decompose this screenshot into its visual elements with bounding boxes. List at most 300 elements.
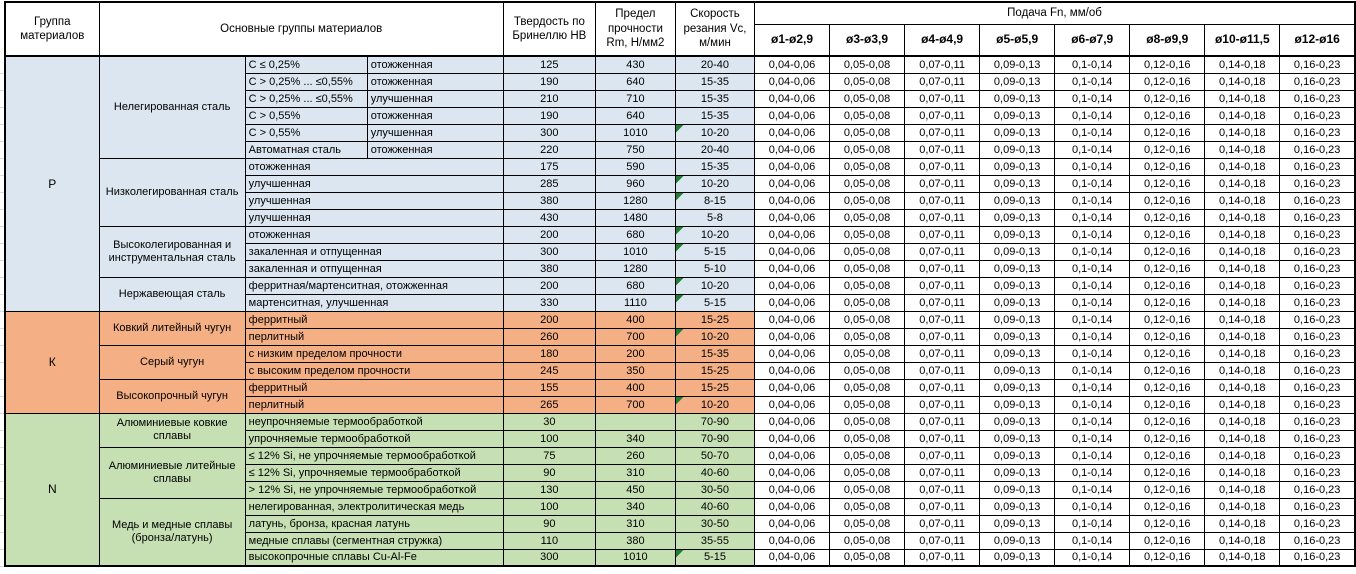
cell-hardness-hb[interactable]: 380 — [503, 192, 595, 209]
cell-feed-range[interactable]: 0,05-0,08 — [830, 396, 905, 413]
cell-hardness-hb[interactable]: 220 — [503, 141, 595, 158]
cell-strength-rm[interactable]: 710 — [595, 90, 675, 107]
header-cutting-speed[interactable]: Скорость резания Vc, м/мин — [675, 2, 754, 56]
cell-feed-range[interactable]: 0,09-0,13 — [980, 158, 1055, 175]
cell-feed-range[interactable]: 0,07-0,11 — [905, 464, 980, 481]
cell-cutting-speed-vc[interactable]: 15-25 — [675, 362, 754, 379]
cell-feed-range[interactable]: 0,16-0,23 — [1280, 379, 1355, 396]
cell-material-detail[interactable]: высокопрочные сплавы Cu-Al-Fe — [245, 549, 503, 566]
cell-feed-range[interactable]: 0,05-0,08 — [830, 498, 905, 515]
cell-hardness-hb[interactable]: 260 — [503, 328, 595, 345]
cell-feed-range[interactable]: 0,1-0,14 — [1055, 345, 1130, 362]
header-diameter-6[interactable]: ø8-ø9,9 — [1130, 24, 1205, 56]
cell-feed-range[interactable]: 0,14-0,18 — [1205, 73, 1280, 90]
header-material-group[interactable]: Группа материалов — [5, 2, 99, 56]
header-tensile-strength[interactable]: Предел прочности Rm, Н/мм2 — [595, 2, 675, 56]
cell-hardness-hb[interactable]: 30 — [503, 413, 595, 430]
cell-feed-range[interactable]: 0,16-0,23 — [1280, 549, 1355, 566]
cell-feed-range[interactable]: 0,1-0,14 — [1055, 362, 1130, 379]
cell-feed-range[interactable]: 0,16-0,23 — [1280, 277, 1355, 294]
cell-feed-range[interactable]: 0,1-0,14 — [1055, 260, 1130, 277]
cell-feed-range[interactable]: 0,09-0,13 — [980, 209, 1055, 226]
cell-feed-range[interactable]: 0,05-0,08 — [830, 328, 905, 345]
cell-feed-range[interactable]: 0,09-0,13 — [980, 549, 1055, 566]
cell-feed-range[interactable]: 0,16-0,23 — [1280, 175, 1355, 192]
cell-feed-range[interactable]: 0,16-0,23 — [1280, 311, 1355, 328]
cell-hardness-hb[interactable]: 110 — [503, 532, 595, 549]
cell-feed-range[interactable]: 0,07-0,11 — [905, 73, 980, 90]
cell-material-detail[interactable]: с высоким пределом прочности — [245, 362, 503, 379]
cell-feed-range[interactable]: 0,07-0,11 — [905, 294, 980, 311]
cell-feed-range[interactable]: 0,12-0,16 — [1130, 430, 1205, 447]
cell-cutting-speed-vc[interactable]: 15-35 — [675, 73, 754, 90]
cell-feed-range[interactable]: 0,12-0,16 — [1130, 362, 1205, 379]
cell-feed-range[interactable]: 0,04-0,06 — [754, 311, 829, 328]
cell-feed-range[interactable]: 0,16-0,23 — [1280, 345, 1355, 362]
cell-composition[interactable]: C > 0,55% — [245, 107, 367, 124]
cell-feed-range[interactable]: 0,07-0,11 — [905, 515, 980, 532]
cell-feed-range[interactable]: 0,14-0,18 — [1205, 379, 1280, 396]
header-diameter-1[interactable]: ø1-ø2,9 — [754, 24, 829, 56]
cell-strength-rm[interactable]: 1010 — [595, 549, 675, 566]
cell-strength-rm[interactable]: 1010 — [595, 243, 675, 260]
cell-feed-range[interactable]: 0,14-0,18 — [1205, 345, 1280, 362]
cell-feed-range[interactable]: 0,16-0,23 — [1280, 396, 1355, 413]
cell-feed-range[interactable]: 0,1-0,14 — [1055, 277, 1130, 294]
cell-feed-range[interactable]: 0,09-0,13 — [980, 243, 1055, 260]
cell-feed-range[interactable]: 0,1-0,14 — [1055, 498, 1130, 515]
cell-feed-range[interactable]: 0,16-0,23 — [1280, 430, 1355, 447]
cell-feed-range[interactable]: 0,12-0,16 — [1130, 124, 1205, 141]
cell-feed-range[interactable]: 0,12-0,16 — [1130, 515, 1205, 532]
cell-strength-rm[interactable]: 340 — [595, 430, 675, 447]
cell-material-detail[interactable]: улучшенная — [245, 192, 503, 209]
cell-feed-range[interactable]: 0,1-0,14 — [1055, 379, 1130, 396]
cell-cutting-speed-vc[interactable]: 10-20 — [675, 328, 754, 345]
cell-feed-range[interactable]: 0,04-0,06 — [754, 192, 829, 209]
cell-cutting-speed-vc[interactable]: 10-20 — [675, 124, 754, 141]
cell-material-family[interactable]: Серый чугун — [99, 345, 245, 379]
cell-hardness-hb[interactable]: 100 — [503, 498, 595, 515]
cell-hardness-hb[interactable]: 245 — [503, 362, 595, 379]
cell-feed-range[interactable]: 0,1-0,14 — [1055, 396, 1130, 413]
cell-feed-range[interactable]: 0,1-0,14 — [1055, 311, 1130, 328]
cell-feed-range[interactable]: 0,16-0,23 — [1280, 362, 1355, 379]
cell-cutting-speed-vc[interactable]: 30-50 — [675, 481, 754, 498]
cell-feed-range[interactable]: 0,16-0,23 — [1280, 107, 1355, 124]
cell-feed-range[interactable]: 0,04-0,06 — [754, 498, 829, 515]
cell-feed-range[interactable]: 0,05-0,08 — [830, 481, 905, 498]
cell-feed-range[interactable]: 0,09-0,13 — [980, 498, 1055, 515]
cell-hardness-hb[interactable]: 380 — [503, 260, 595, 277]
cell-feed-range[interactable]: 0,14-0,18 — [1205, 413, 1280, 430]
cell-feed-range[interactable]: 0,04-0,06 — [754, 362, 829, 379]
cell-feed-range[interactable]: 0,05-0,08 — [830, 73, 905, 90]
cell-strength-rm[interactable]: 700 — [595, 328, 675, 345]
cell-feed-range[interactable]: 0,14-0,18 — [1205, 498, 1280, 515]
cell-feed-range[interactable]: 0,07-0,11 — [905, 549, 980, 566]
cell-strength-rm[interactable]: 700 — [595, 396, 675, 413]
cell-cutting-speed-vc[interactable]: 10-20 — [675, 175, 754, 192]
cell-strength-rm[interactable]: 400 — [595, 311, 675, 328]
cell-feed-range[interactable]: 0,1-0,14 — [1055, 226, 1130, 243]
cell-feed-range[interactable]: 0,1-0,14 — [1055, 141, 1130, 158]
cell-strength-rm[interactable]: 680 — [595, 277, 675, 294]
cell-feed-range[interactable]: 0,12-0,16 — [1130, 175, 1205, 192]
cell-feed-range[interactable]: 0,04-0,06 — [754, 56, 829, 73]
cell-feed-range[interactable]: 0,16-0,23 — [1280, 481, 1355, 498]
header-main-material-groups[interactable]: Основные группы материалов — [99, 2, 503, 56]
cell-strength-rm[interactable]: 310 — [595, 515, 675, 532]
cell-feed-range[interactable]: 0,16-0,23 — [1280, 294, 1355, 311]
cell-cutting-speed-vc[interactable]: 15-35 — [675, 107, 754, 124]
cell-feed-range[interactable]: 0,1-0,14 — [1055, 107, 1130, 124]
cell-feed-range[interactable]: 0,12-0,16 — [1130, 447, 1205, 464]
cell-feed-range[interactable]: 0,04-0,06 — [754, 277, 829, 294]
cell-feed-range[interactable]: 0,05-0,08 — [830, 464, 905, 481]
cell-feed-range[interactable]: 0,07-0,11 — [905, 175, 980, 192]
cell-treatment[interactable]: улучшенная — [367, 90, 503, 107]
cell-feed-range[interactable]: 0,1-0,14 — [1055, 549, 1130, 566]
cell-cutting-speed-vc[interactable]: 30-50 — [675, 515, 754, 532]
cell-feed-range[interactable]: 0,09-0,13 — [980, 430, 1055, 447]
cell-feed-range[interactable]: 0,09-0,13 — [980, 90, 1055, 107]
cell-treatment[interactable]: улучшенная — [367, 124, 503, 141]
cell-feed-range[interactable]: 0,12-0,16 — [1130, 328, 1205, 345]
cell-composition[interactable]: C ≤ 0,25% — [245, 56, 367, 73]
cell-feed-range[interactable]: 0,16-0,23 — [1280, 158, 1355, 175]
cell-feed-range[interactable]: 0,05-0,08 — [830, 226, 905, 243]
cell-group-letter[interactable]: P — [5, 56, 99, 311]
cell-feed-range[interactable]: 0,04-0,06 — [754, 413, 829, 430]
cell-feed-range[interactable]: 0,16-0,23 — [1280, 413, 1355, 430]
cell-feed-range[interactable]: 0,14-0,18 — [1205, 277, 1280, 294]
cell-feed-range[interactable]: 0,07-0,11 — [905, 192, 980, 209]
cell-feed-range[interactable]: 0,05-0,08 — [830, 379, 905, 396]
cell-feed-range[interactable]: 0,05-0,08 — [830, 243, 905, 260]
cell-feed-range[interactable]: 0,07-0,11 — [905, 396, 980, 413]
cell-material-detail[interactable]: ферритный — [245, 379, 503, 396]
header-diameter-2[interactable]: ø3-ø3,9 — [830, 24, 905, 56]
cell-feed-range[interactable]: 0,12-0,16 — [1130, 141, 1205, 158]
cell-feed-range[interactable]: 0,07-0,11 — [905, 277, 980, 294]
cell-feed-range[interactable]: 0,05-0,08 — [830, 345, 905, 362]
cell-feed-range[interactable]: 0,05-0,08 — [830, 362, 905, 379]
cell-feed-range[interactable]: 0,12-0,16 — [1130, 481, 1205, 498]
cell-strength-rm[interactable]: 1480 — [595, 209, 675, 226]
cell-feed-range[interactable]: 0,1-0,14 — [1055, 243, 1130, 260]
cell-feed-range[interactable]: 0,09-0,13 — [980, 345, 1055, 362]
cell-material-detail[interactable]: неупрочняемые термообработкой — [245, 413, 503, 430]
cell-strength-rm[interactable]: 1280 — [595, 192, 675, 209]
cell-feed-range[interactable]: 0,05-0,08 — [830, 56, 905, 73]
cell-feed-range[interactable]: 0,12-0,16 — [1130, 192, 1205, 209]
cell-feed-range[interactable]: 0,1-0,14 — [1055, 328, 1130, 345]
header-diameter-8[interactable]: ø12-ø16 — [1280, 24, 1355, 56]
cell-feed-range[interactable]: 0,12-0,16 — [1130, 90, 1205, 107]
cell-hardness-hb[interactable]: 200 — [503, 226, 595, 243]
cell-material-detail[interactable]: нелегированная, электролитическая медь — [245, 498, 503, 515]
cell-feed-range[interactable]: 0,04-0,06 — [754, 396, 829, 413]
cell-feed-range[interactable]: 0,14-0,18 — [1205, 447, 1280, 464]
cell-material-detail[interactable]: перлитный — [245, 328, 503, 345]
cell-strength-rm[interactable]: 1010 — [595, 124, 675, 141]
cell-strength-rm[interactable]: 400 — [595, 379, 675, 396]
cell-hardness-hb[interactable]: 130 — [503, 481, 595, 498]
cell-feed-range[interactable]: 0,09-0,13 — [980, 311, 1055, 328]
cell-feed-range[interactable]: 0,12-0,16 — [1130, 107, 1205, 124]
cell-feed-range[interactable]: 0,04-0,06 — [754, 124, 829, 141]
cell-feed-range[interactable]: 0,09-0,13 — [980, 328, 1055, 345]
cell-feed-range[interactable]: 0,16-0,23 — [1280, 498, 1355, 515]
cell-cutting-speed-vc[interactable]: 5-15 — [675, 549, 754, 566]
cell-feed-range[interactable]: 0,04-0,06 — [754, 447, 829, 464]
cell-hardness-hb[interactable]: 90 — [503, 515, 595, 532]
cell-strength-rm[interactable]: 340 — [595, 498, 675, 515]
cell-cutting-speed-vc[interactable]: 20-40 — [675, 56, 754, 73]
cell-feed-range[interactable]: 0,09-0,13 — [980, 107, 1055, 124]
cell-cutting-speed-vc[interactable]: 10-20 — [675, 396, 754, 413]
cell-material-detail[interactable]: медные сплавы (сегментная стружка) — [245, 532, 503, 549]
cell-feed-range[interactable]: 0,05-0,08 — [830, 192, 905, 209]
cell-cutting-speed-vc[interactable]: 20-40 — [675, 141, 754, 158]
cell-feed-range[interactable]: 0,16-0,23 — [1280, 260, 1355, 277]
cell-feed-range[interactable]: 0,14-0,18 — [1205, 328, 1280, 345]
cell-material-detail[interactable]: перлитный — [245, 396, 503, 413]
cell-feed-range[interactable]: 0,14-0,18 — [1205, 430, 1280, 447]
cell-material-detail[interactable]: > 12% Si, не упрочняемые термообработкой — [245, 481, 503, 498]
cell-hardness-hb[interactable]: 265 — [503, 396, 595, 413]
cell-feed-range[interactable]: 0,05-0,08 — [830, 90, 905, 107]
cell-cutting-speed-vc[interactable]: 40-60 — [675, 498, 754, 515]
cell-feed-range[interactable]: 0,07-0,11 — [905, 56, 980, 73]
cell-feed-range[interactable]: 0,09-0,13 — [980, 294, 1055, 311]
cell-material-detail[interactable]: ≤ 12% Si, не упрочняемые термообработкой — [245, 447, 503, 464]
cell-hardness-hb[interactable]: 330 — [503, 294, 595, 311]
cell-feed-range[interactable]: 0,07-0,11 — [905, 447, 980, 464]
cell-feed-range[interactable]: 0,09-0,13 — [980, 277, 1055, 294]
header-diameter-4[interactable]: ø5-ø5,9 — [980, 24, 1055, 56]
cell-material-family[interactable]: Высоколегированная и инструментальная сталь — [99, 226, 245, 277]
cell-cutting-speed-vc[interactable]: 5-15 — [675, 243, 754, 260]
cell-feed-range[interactable]: 0,14-0,18 — [1205, 192, 1280, 209]
cell-material-detail[interactable]: с низким пределом прочности — [245, 345, 503, 362]
cell-feed-range[interactable]: 0,04-0,06 — [754, 464, 829, 481]
cell-feed-range[interactable]: 0,14-0,18 — [1205, 464, 1280, 481]
cell-feed-range[interactable]: 0,07-0,11 — [905, 107, 980, 124]
cell-cutting-speed-vc[interactable]: 10-20 — [675, 277, 754, 294]
cell-cutting-speed-vc[interactable]: 50-70 — [675, 447, 754, 464]
cell-feed-range[interactable]: 0,14-0,18 — [1205, 532, 1280, 549]
cell-feed-range[interactable]: 0,04-0,06 — [754, 260, 829, 277]
cell-material-detail[interactable]: закаленная и отпущенная — [245, 260, 503, 277]
cell-feed-range[interactable]: 0,05-0,08 — [830, 158, 905, 175]
cell-material-detail[interactable]: улучшенная — [245, 175, 503, 192]
cell-cutting-speed-vc[interactable]: 5-8 — [675, 209, 754, 226]
cell-group-letter[interactable]: К — [5, 311, 99, 413]
cell-feed-range[interactable]: 0,16-0,23 — [1280, 90, 1355, 107]
cell-feed-range[interactable]: 0,1-0,14 — [1055, 192, 1130, 209]
cell-cutting-speed-vc[interactable]: 10-20 — [675, 226, 754, 243]
cell-feed-range[interactable]: 0,16-0,23 — [1280, 464, 1355, 481]
cell-feed-range[interactable]: 0,09-0,13 — [980, 464, 1055, 481]
cell-material-detail[interactable]: ≤ 12% Si, упрочняемые термообработкой — [245, 464, 503, 481]
cell-feed-range[interactable]: 0,09-0,13 — [980, 532, 1055, 549]
cell-hardness-hb[interactable]: 210 — [503, 90, 595, 107]
cell-feed-range[interactable]: 0,16-0,23 — [1280, 243, 1355, 260]
cell-hardness-hb[interactable]: 200 — [503, 277, 595, 294]
cell-feed-range[interactable]: 0,1-0,14 — [1055, 447, 1130, 464]
cell-material-detail[interactable]: отожженная — [245, 158, 503, 175]
cell-strength-rm[interactable]: 260 — [595, 447, 675, 464]
cell-feed-range[interactable]: 0,07-0,11 — [905, 158, 980, 175]
cell-feed-range[interactable]: 0,05-0,08 — [830, 209, 905, 226]
cell-feed-range[interactable]: 0,12-0,16 — [1130, 294, 1205, 311]
cell-feed-range[interactable]: 0,07-0,11 — [905, 260, 980, 277]
cell-material-detail[interactable]: отожженная — [245, 226, 503, 243]
cell-feed-range[interactable]: 0,16-0,23 — [1280, 447, 1355, 464]
cell-feed-range[interactable]: 0,1-0,14 — [1055, 481, 1130, 498]
cell-hardness-hb[interactable]: 430 — [503, 209, 595, 226]
cell-feed-range[interactable]: 0,05-0,08 — [830, 260, 905, 277]
cell-strength-rm[interactable]: 430 — [595, 56, 675, 73]
cell-feed-range[interactable]: 0,07-0,11 — [905, 345, 980, 362]
cell-feed-range[interactable]: 0,04-0,06 — [754, 379, 829, 396]
cell-feed-range[interactable]: 0,14-0,18 — [1205, 56, 1280, 73]
cell-hardness-hb[interactable]: 300 — [503, 124, 595, 141]
cell-feed-range[interactable]: 0,05-0,08 — [830, 413, 905, 430]
cell-feed-range[interactable]: 0,04-0,06 — [754, 481, 829, 498]
cell-feed-range[interactable]: 0,07-0,11 — [905, 311, 980, 328]
cell-feed-range[interactable]: 0,14-0,18 — [1205, 175, 1280, 192]
cell-material-family[interactable]: Алюминиевые литейные сплавы — [99, 447, 245, 498]
cell-feed-range[interactable]: 0,16-0,23 — [1280, 209, 1355, 226]
cell-cutting-speed-vc[interactable]: 70-90 — [675, 413, 754, 430]
cell-feed-range[interactable]: 0,04-0,06 — [754, 141, 829, 158]
cell-material-family[interactable]: Нелегированная сталь — [99, 56, 245, 158]
cell-hardness-hb[interactable]: 285 — [503, 175, 595, 192]
cell-strength-rm[interactable]: 310 — [595, 464, 675, 481]
cell-feed-range[interactable]: 0,14-0,18 — [1205, 158, 1280, 175]
cell-cutting-speed-vc[interactable]: 8-15 — [675, 192, 754, 209]
cell-feed-range[interactable]: 0,12-0,16 — [1130, 226, 1205, 243]
cell-feed-range[interactable]: 0,09-0,13 — [980, 447, 1055, 464]
cell-material-family[interactable]: Низколегированная сталь — [99, 158, 245, 226]
cell-feed-range[interactable]: 0,1-0,14 — [1055, 175, 1130, 192]
cell-feed-range[interactable]: 0,05-0,08 — [830, 124, 905, 141]
cell-material-detail[interactable]: ферритная/мартенситная, отожженная — [245, 277, 503, 294]
cell-feed-range[interactable]: 0,14-0,18 — [1205, 481, 1280, 498]
cell-hardness-hb[interactable]: 300 — [503, 243, 595, 260]
header-feed-group[interactable]: Подача Fn, мм/об — [754, 2, 1355, 24]
cell-feed-range[interactable]: 0,12-0,16 — [1130, 498, 1205, 515]
cell-strength-rm[interactable] — [595, 413, 675, 430]
cell-feed-range[interactable]: 0,14-0,18 — [1205, 107, 1280, 124]
cell-feed-range[interactable]: 0,12-0,16 — [1130, 311, 1205, 328]
cell-feed-range[interactable]: 0,16-0,23 — [1280, 532, 1355, 549]
cell-feed-range[interactable]: 0,09-0,13 — [980, 515, 1055, 532]
cell-feed-range[interactable]: 0,1-0,14 — [1055, 515, 1130, 532]
cell-feed-range[interactable]: 0,12-0,16 — [1130, 413, 1205, 430]
cell-feed-range[interactable]: 0,07-0,11 — [905, 141, 980, 158]
cell-feed-range[interactable]: 0,05-0,08 — [830, 549, 905, 566]
cell-feed-range[interactable]: 0,14-0,18 — [1205, 90, 1280, 107]
cell-feed-range[interactable]: 0,04-0,06 — [754, 515, 829, 532]
cell-feed-range[interactable]: 0,14-0,18 — [1205, 549, 1280, 566]
cell-feed-range[interactable]: 0,07-0,11 — [905, 90, 980, 107]
cell-strength-rm[interactable]: 380 — [595, 532, 675, 549]
cell-feed-range[interactable]: 0,16-0,23 — [1280, 124, 1355, 141]
cell-hardness-hb[interactable]: 200 — [503, 311, 595, 328]
cell-feed-range[interactable]: 0,16-0,23 — [1280, 73, 1355, 90]
cell-feed-range[interactable]: 0,09-0,13 — [980, 124, 1055, 141]
cell-feed-range[interactable]: 0,04-0,06 — [754, 209, 829, 226]
cell-treatment[interactable]: отожженная — [367, 73, 503, 90]
cell-feed-range[interactable]: 0,12-0,16 — [1130, 549, 1205, 566]
cell-feed-range[interactable]: 0,1-0,14 — [1055, 90, 1130, 107]
cell-feed-range[interactable]: 0,1-0,14 — [1055, 73, 1130, 90]
cell-material-family[interactable]: Алюминиевые ковкие сплавы — [99, 413, 245, 447]
cell-treatment[interactable]: отожженная — [367, 56, 503, 73]
cell-cutting-speed-vc[interactable]: 15-25 — [675, 379, 754, 396]
cell-strength-rm[interactable]: 350 — [595, 362, 675, 379]
cell-feed-range[interactable]: 0,09-0,13 — [980, 141, 1055, 158]
cell-feed-range[interactable]: 0,12-0,16 — [1130, 158, 1205, 175]
cell-hardness-hb[interactable]: 125 — [503, 56, 595, 73]
cell-feed-range[interactable]: 0,14-0,18 — [1205, 124, 1280, 141]
cell-feed-range[interactable]: 0,09-0,13 — [980, 413, 1055, 430]
cell-feed-range[interactable]: 0,1-0,14 — [1055, 56, 1130, 73]
cell-hardness-hb[interactable]: 190 — [503, 73, 595, 90]
cell-material-detail[interactable]: упрочняемые термообработкой — [245, 430, 503, 447]
cell-strength-rm[interactable]: 1280 — [595, 260, 675, 277]
cell-feed-range[interactable]: 0,14-0,18 — [1205, 226, 1280, 243]
cell-feed-range[interactable]: 0,09-0,13 — [980, 481, 1055, 498]
cell-feed-range[interactable]: 0,12-0,16 — [1130, 345, 1205, 362]
cell-strength-rm[interactable]: 750 — [595, 141, 675, 158]
cell-cutting-speed-vc[interactable]: 15-35 — [675, 90, 754, 107]
cell-feed-range[interactable]: 0,07-0,11 — [905, 124, 980, 141]
cell-feed-range[interactable]: 0,09-0,13 — [980, 396, 1055, 413]
cell-strength-rm[interactable]: 640 — [595, 73, 675, 90]
cell-feed-range[interactable]: 0,05-0,08 — [830, 430, 905, 447]
cell-cutting-speed-vc[interactable]: 15-35 — [675, 345, 754, 362]
cell-feed-range[interactable]: 0,05-0,08 — [830, 515, 905, 532]
header-brinell-hardness[interactable]: Твердость по Бринеллю HB — [503, 2, 595, 56]
cell-material-family[interactable]: Медь и медные сплавы (бронза/латунь) — [99, 498, 245, 566]
cell-cutting-speed-vc[interactable]: 15-35 — [675, 158, 754, 175]
cell-material-detail[interactable]: ферритный — [245, 311, 503, 328]
cell-cutting-speed-vc[interactable]: 40-60 — [675, 464, 754, 481]
cell-feed-range[interactable]: 0,14-0,18 — [1205, 209, 1280, 226]
cell-hardness-hb[interactable]: 75 — [503, 447, 595, 464]
cell-feed-range[interactable]: 0,09-0,13 — [980, 379, 1055, 396]
cell-feed-range[interactable]: 0,09-0,13 — [980, 56, 1055, 73]
cell-feed-range[interactable]: 0,16-0,23 — [1280, 328, 1355, 345]
cell-feed-range[interactable]: 0,04-0,06 — [754, 532, 829, 549]
cell-feed-range[interactable]: 0,1-0,14 — [1055, 209, 1130, 226]
cell-feed-range[interactable]: 0,09-0,13 — [980, 192, 1055, 209]
cell-composition[interactable]: C > 0,55% — [245, 124, 367, 141]
cell-composition[interactable]: C > 0,25% ... ≤0,55% — [245, 73, 367, 90]
cell-feed-range[interactable]: 0,05-0,08 — [830, 277, 905, 294]
cell-cutting-speed-vc[interactable]: 5-10 — [675, 260, 754, 277]
cell-hardness-hb[interactable]: 155 — [503, 379, 595, 396]
cell-feed-range[interactable]: 0,05-0,08 — [830, 447, 905, 464]
cell-feed-range[interactable]: 0,05-0,08 — [830, 311, 905, 328]
cell-feed-range[interactable]: 0,12-0,16 — [1130, 379, 1205, 396]
cell-material-detail[interactable]: мартенситная, улучшенная — [245, 294, 503, 311]
